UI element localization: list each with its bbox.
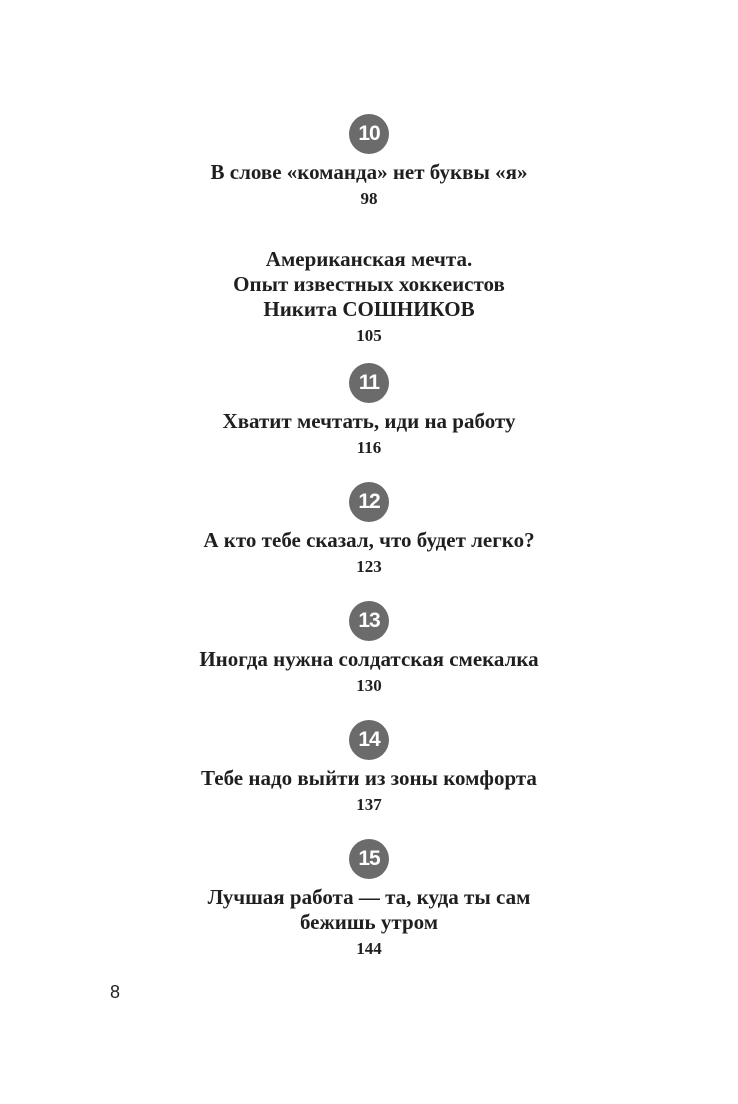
chapter-number-badge: 11 — [349, 363, 389, 403]
chapter-title: А кто тебе сказал, что будет легко? — [203, 528, 535, 552]
chapter-title: Тебе надо выйти из зоны комфорта — [201, 766, 537, 790]
title-line: бежишь утром — [299, 910, 439, 934]
chapter-page-number: 130 — [356, 676, 382, 695]
chapter-page-number: 137 — [356, 795, 382, 814]
chapter-page-number: 98 — [360, 189, 378, 208]
chapter-title — [0, 885, 738, 935]
chapter-number-badge: 15 — [349, 839, 389, 879]
chapter-title: Иногда нужна солдатская смекалка — [199, 647, 539, 671]
chapter-number-badge: 14 — [349, 720, 389, 760]
toc-entry-interlude — [0, 241, 738, 347]
toc-entry-chapter-10 — [0, 114, 738, 210]
title-line: Лучшая работа — та, куда ты сам — [207, 885, 531, 909]
chapter-number-badge: 13 — [349, 601, 389, 641]
chapter-page-number: 116 — [356, 438, 382, 457]
chapter-title: В слове «команда» нет буквы «я» — [210, 160, 528, 184]
toc-entry-chapter-12 — [0, 482, 738, 578]
chapter-page-number: 144 — [356, 939, 382, 958]
chapter-number-badge: 12 — [349, 482, 389, 522]
title-line: Американская мечта. — [265, 247, 473, 271]
title-line: Опыт известных хоккеистов — [233, 272, 505, 296]
chapter-title: Хватит мечтать, иди на работу — [222, 409, 516, 433]
title-line: Никита СОШНИКОВ — [263, 297, 475, 321]
toc-entry-chapter-13 — [0, 601, 738, 697]
toc-entry-chapter-15 — [0, 839, 738, 960]
chapter-number-badge: 10 — [349, 114, 389, 154]
chapter-page-number: 123 — [356, 557, 382, 576]
toc-entry-chapter-11 — [0, 363, 738, 459]
chapter-page-number: 105 — [356, 326, 382, 345]
page-number: 8 — [110, 982, 121, 1002]
chapter-title — [0, 247, 738, 322]
toc-entry-chapter-14 — [0, 720, 738, 816]
